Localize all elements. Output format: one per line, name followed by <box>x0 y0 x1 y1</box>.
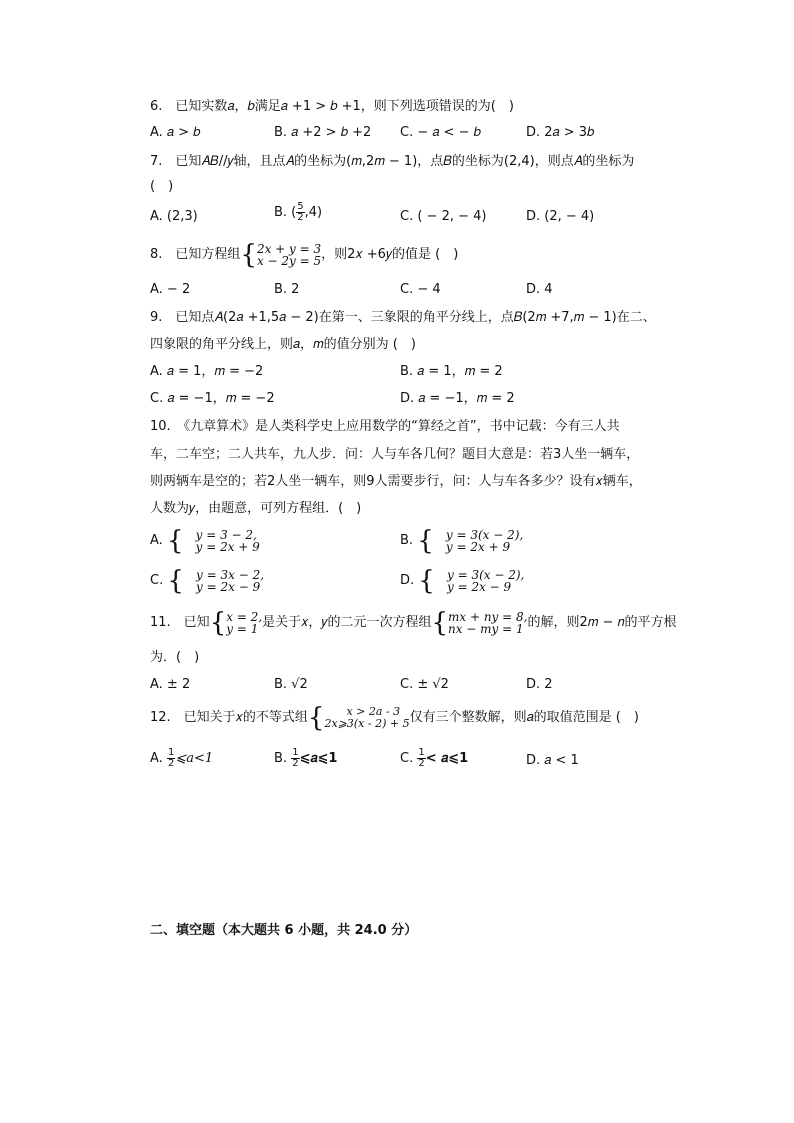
q8-eq1: 2𝑥 + 𝑦 = 3 <box>256 241 322 256</box>
q7-option-b-fraction <box>296 202 304 223</box>
q8-equation-system <box>257 243 321 267</box>
q12-option-b-tail: ⩽𝑎⩽1 <box>299 751 338 766</box>
q10-a-system <box>196 529 260 553</box>
q12-option-a-tail: ⩽𝑎<1 <box>175 751 214 766</box>
q12-eq1: 𝑥 > 2𝑎 - 3 <box>346 704 401 718</box>
q12-eq2: 2𝑥⩾3(𝑥 - 2) + 5 <box>324 716 410 730</box>
q12-c-frac-num: 1 <box>418 747 425 758</box>
q10-c-eq2: 𝑦 = 2𝑥 − 9 <box>196 579 261 594</box>
q8-stem <box>150 240 458 270</box>
q12-stem-suffix: 仅有三个整数解，则𝑎的取值范围是 ( ) <box>409 710 639 725</box>
q10-option-b <box>400 526 523 556</box>
q7-option-b-suffix: ,4) <box>304 205 323 220</box>
q10-option-a-label: A. <box>150 533 163 548</box>
q11-system-2 <box>448 611 527 635</box>
q8-option-a: A. − 2 <box>150 282 191 297</box>
q7-frac-num: 5 <box>297 201 304 212</box>
q12-option-b-label: B. <box>274 751 288 766</box>
q11-option-d: D. 2 <box>526 677 553 692</box>
q7-stem-line2: ( ) <box>150 179 174 194</box>
q10-option-a <box>150 526 260 556</box>
q10-a-eq1: 𝑦 = 3 − 2, <box>195 527 257 542</box>
q11-brace-2: { <box>431 607 448 638</box>
q9-stem-line2: 四象限的角平分线上，则𝑎，𝑚的值分别为 ( ) <box>150 337 416 352</box>
q12-option-d: D. 𝑎 < 1 <box>526 753 579 768</box>
q6-option-c: C. − 𝑎 < − 𝑏 <box>400 125 481 140</box>
q10-b-eq2: 𝑦 = 2𝑥 + 9 <box>445 539 511 554</box>
q8-stem-prefix: 8. 已知方程组 <box>150 247 241 262</box>
q10-stem-line4: 人数为𝑦，由题意，可列方程组．( ) <box>150 501 362 516</box>
q10-c-eq1: 𝑦 = 3𝑥 − 2, <box>196 567 265 582</box>
q11-option-b: B. √2 <box>274 677 308 692</box>
q10-a-eq2: 𝑦 = 2𝑥 + 9 <box>195 539 260 554</box>
section-2-heading: 二、填空题（本大题共 6 小题，共 24.0 分） <box>150 923 418 938</box>
q12-inequality-system <box>324 706 409 730</box>
q11-stem-mid: 是关于𝑥，𝑦的二元一次方程组 <box>262 615 432 630</box>
q10-d-system <box>447 569 524 593</box>
q10-option-b-label: B. <box>400 533 414 548</box>
q12-option-a-label: A. <box>150 751 163 766</box>
q12-stem-prefix: 12. 已知关于𝑥的不等式组 <box>150 710 308 725</box>
q10-d-eq1: 𝑦 = 3(𝑥 − 2), <box>446 567 525 582</box>
q7-option-a: A. (2,3) <box>150 209 198 224</box>
q10-option-d-label: D. <box>400 573 415 588</box>
q10-stem-line1: 10. 《九章算术》是人类科学史上应用数学的“算经之首”，书中记载：今有三人共 <box>150 419 620 434</box>
q11-option-a: A. ± 2 <box>150 677 191 692</box>
q12-option-c-tail: < 𝑎⩽1 <box>425 751 469 766</box>
q11-stem-line1 <box>150 608 676 638</box>
q12-b-frac-den: 2 <box>292 758 299 769</box>
q9-option-a: A. 𝑎 = 1，𝑚 = −2 <box>150 364 264 379</box>
q6-option-b: B. 𝑎 +2 > 𝑏 +2 <box>274 125 372 140</box>
q11-s2-eq1: 𝑚𝑥 + 𝑛𝑦 = 8, <box>448 609 528 624</box>
q12-b-fraction <box>291 748 299 769</box>
q11-option-c: C. ± √2 <box>400 677 449 692</box>
q8-eq2: 𝑥 − 2𝑦 = 5 <box>256 253 322 268</box>
q10-stem-line3: 则两辆车是空的；若2人坐一辆车，则9人需要步行，问：人与车各多少？设有𝑥辆车， <box>150 474 642 489</box>
q11-stem-prefix: 11. 已知 <box>150 615 210 630</box>
q12-a-frac-num: 1 <box>167 747 175 758</box>
q8-stem-suffix: ，则2𝑥 +6𝑦的值是 ( ) <box>321 247 459 262</box>
q7-option-b-prefix: B. ( <box>274 205 297 220</box>
q12-option-b <box>274 748 337 769</box>
q7-option-b <box>274 202 322 223</box>
q11-s1-eq2: 𝑦 = 1 <box>226 621 259 636</box>
q12-c-frac-den: 2 <box>418 758 425 769</box>
q6-option-a: A. 𝑎 > 𝑏 <box>150 125 201 140</box>
q10-option-d <box>400 566 524 596</box>
q10-b-eq1: 𝑦 = 3(𝑥 − 2), <box>445 527 524 542</box>
q12-option-c <box>400 748 468 769</box>
q12-option-a <box>150 748 213 769</box>
q12-stem <box>150 703 639 733</box>
q10-d-eq2: 𝑦 = 2𝑥 − 9 <box>446 579 512 594</box>
q12-b-frac-num: 1 <box>292 747 299 758</box>
q6-stem: 6. 已知实数𝑎，𝑏满足𝑎 +1 > 𝑏 +1，则下列选项错误的为( ) <box>150 99 514 114</box>
q11-stem-line2: 为．( ) <box>150 650 200 665</box>
q11-s2-eq2: 𝑛𝑥 − 𝑚𝑦 = 1 <box>448 621 524 636</box>
q7-option-c: C. ( − 2, − 4) <box>400 209 487 224</box>
q7-stem-line1: 7. 已知𝐴𝐵//𝑦轴，且点𝐴的坐标为(𝑚,2𝑚 − 1)，点𝐵的坐标为(2,4)，则点𝐴的坐标为 <box>150 154 635 169</box>
q10-c-brace: { <box>167 565 184 596</box>
q10-a-brace: { <box>166 525 184 556</box>
q9-option-d: D. 𝑎 = −1，𝑚 = 2 <box>400 391 515 406</box>
q8-option-c: C. − 4 <box>400 282 441 297</box>
q10-stem-line2: 车，二车空；二人共车，九人步．问：人与车各几何？题目大意是：若3人坐一辆车， <box>150 447 640 462</box>
q12-a-frac-den: 2 <box>167 758 175 769</box>
q12-c-fraction <box>417 748 425 769</box>
q9-option-c: C. 𝑎 = −1，𝑚 = −2 <box>150 391 275 406</box>
q10-c-system <box>196 569 264 593</box>
q10-d-brace: { <box>418 565 435 596</box>
q11-s1-eq1: 𝑥 = 2, <box>226 609 263 624</box>
q7-option-d: D. (2, − 4) <box>526 209 595 224</box>
q10-option-c <box>150 566 264 596</box>
q11-brace-1: { <box>209 607 227 638</box>
q12-brace: { <box>307 702 325 733</box>
q8-brace: { <box>240 239 257 270</box>
q10-b-system <box>446 529 523 553</box>
q12-option-c-label: C. <box>400 751 414 766</box>
q7-frac-den: 2 <box>297 212 304 223</box>
q9-stem-line1: 9. 已知点𝐴(2𝑎 +1,5𝑎 − 2)在第一、三象限的角平分线上，点𝐵(2𝑚 +7,𝑚 − 1)在二、 <box>150 310 656 325</box>
q8-option-b: B. 2 <box>274 282 300 297</box>
q9-option-b: B. 𝑎 = 1，𝑚 = 2 <box>400 364 503 379</box>
q10-b-brace: { <box>417 525 434 556</box>
q11-system-1 <box>226 611 262 635</box>
q8-option-d: D. 4 <box>526 282 553 297</box>
q10-option-c-label: C. <box>150 573 164 588</box>
q6-option-d: D. 2𝑎 > 3𝑏 <box>526 125 595 140</box>
q11-stem-suffix: 的解，则2𝑚 − 𝑛的平方根 <box>527 615 677 630</box>
